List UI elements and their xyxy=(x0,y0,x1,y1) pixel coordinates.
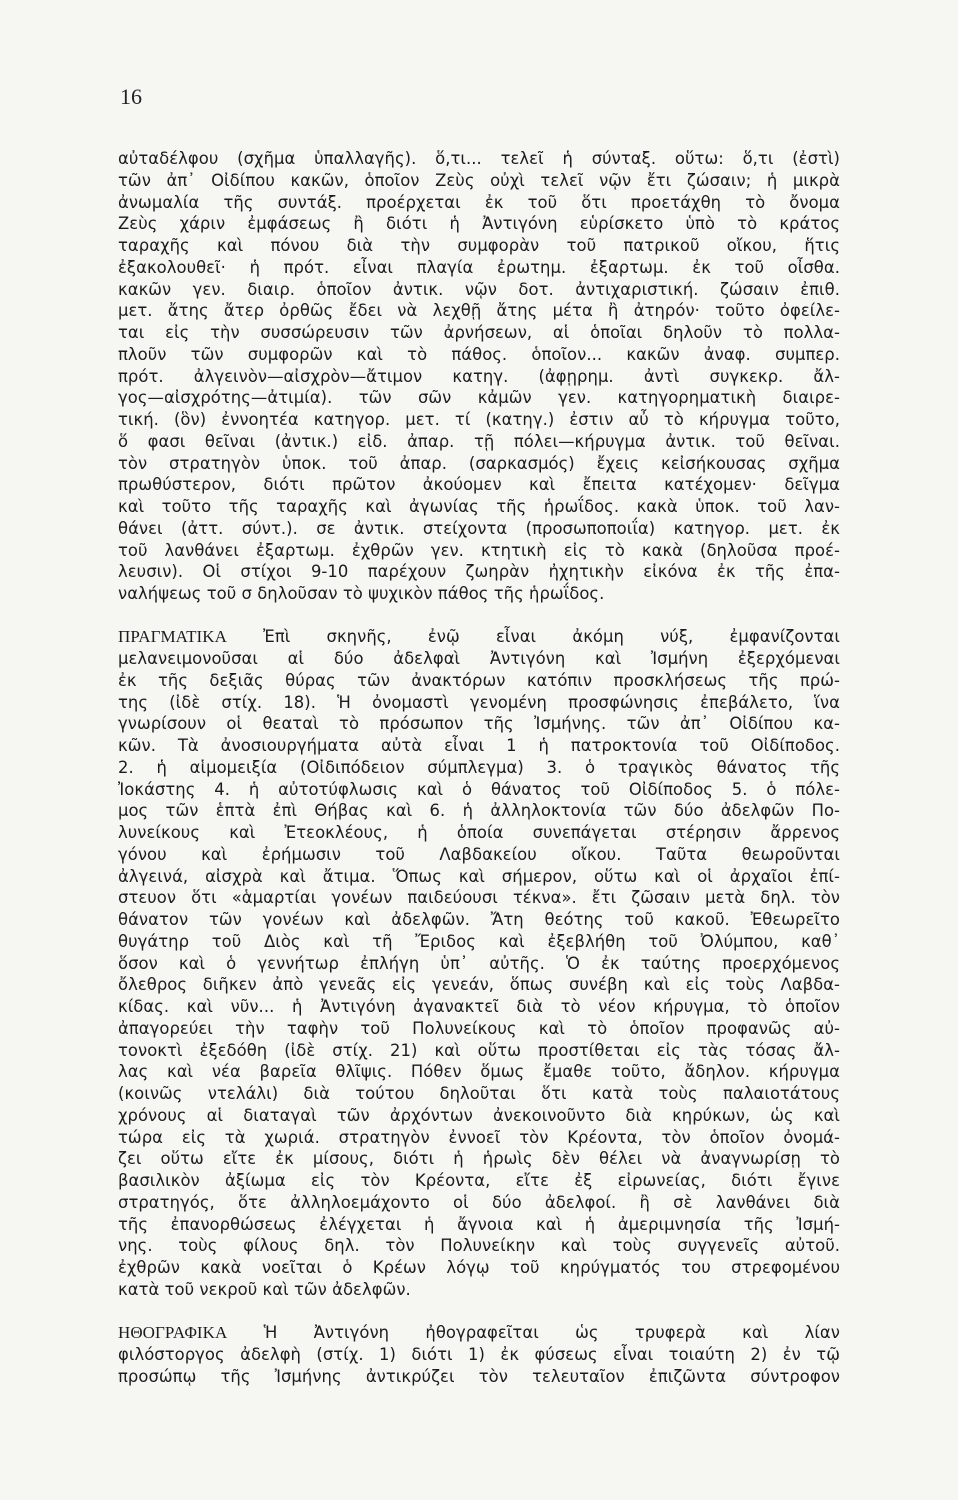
text-line: ἀλγεινά, αἰσχρὰ καὶ ἄτιμα. Ὅπως καὶ σήμερον, οὕτω καὶ οἱ ἀρχαῖοι ἐπί- xyxy=(118,866,840,886)
text-line: ἀπαγορεύει τὴν ταφὴν τοῦ Πολυνείκους καὶ τὸ ὁποῖον προφανῶς αὐ- xyxy=(118,1018,840,1038)
text-line: πρότ. ἀλγεινὸν—αἰσχρὸν—ἄτιμον κατηγ. (ἀφῃρημ. ἀντὶ συγκεκρ. ἄλ- xyxy=(118,366,840,386)
page-number: 16 xyxy=(120,84,142,109)
text-line: ἀνωμαλία τῆς συντάξ. προέρχεται ἐκ τοῦ ὅτι προετάχθη τὸ ὄνομα xyxy=(118,192,840,212)
text-line: ταραχῆς καὶ πόνου διὰ τὴν συμφορὰν τοῦ πατρικοῦ οἴκου, ἥτις xyxy=(118,236,840,255)
text-line: λευσιν). Οἱ στίχοι 9-10 παρέχουν ζωηρὰν ἠχητικὴν εἰκόνα ἐκ τῆς ἐπα- xyxy=(118,562,840,582)
text-line: στευον ὅτι «ἁμαρτίαι γονέων παιδεύουσι τέκνα». ἔτι ζῶσαιν μετὰ δηλ. τὸν xyxy=(118,888,840,908)
text-line: ὅσον καὶ ὁ γεννήτωρ ἐπλήγη ὑπ᾽ αὐτῆς. Ὁ ἐκ ταύτης προερχόμενος xyxy=(118,953,840,973)
text-line: τονοκτὶ ἐξεδόθη (ἰδὲ στίχ. 21) καὶ οὕτω προστίθεται εἰς τὰς τόσας ἄλ- xyxy=(118,1040,840,1060)
text-line: στρατηγός, ὅτε ἀλληλοεμάχοντο οἱ δύο ἀδελφοί. ἢ σὲ λανθάνει διὰ xyxy=(118,1192,840,1212)
section-ethografika xyxy=(118,1322,840,1387)
text-line: πλοῦν τῶν συμφορῶν καὶ τὸ πάθος. ὁποῖον... κακῶν ἀναφ. συμπερ. xyxy=(118,344,840,364)
text-line: νης. τοὺς φίλους δηλ. τὸν Πολυνείκην καὶ τοὺς συγγενεῖς αὐτοῦ. xyxy=(118,1236,840,1256)
section-first-line: Ἡ Ἀντιγόνη ἠθογραφεῖται ὡς τρυφερὰ καὶ λίαν xyxy=(263,1323,840,1342)
text-line: τῆς ἐπανορθώσεως ἐλέγχεται ἡ ἄγνοια καὶ ἡ ἀμεριμνησία τῆς Ἰσμή- xyxy=(118,1214,840,1234)
text-line: (κοινῶς ντελάλι) διὰ τούτου δηλοῦται ὅτι κατὰ τοὺς παλαιοτάτους xyxy=(118,1084,840,1103)
text-line: ὅ φασι θεῖναι (ἀντικ.) εἰδ. ἀπαρ. τῇ πόλει—κήρυγμα ἀντικ. τοῦ θεῖναι. xyxy=(118,431,840,451)
text-line: Ἰοκάστης 4. ἡ αὐτοτύφλωσις καὶ ὁ θάνατος τοῦ Οἰδίποδος 5. ὁ πόλε- xyxy=(118,779,840,799)
text-line: πρωθύστερον, διότι πρῶτον ἀκούομεν καὶ ἔπειτα κατέχομεν· δεῖγμα xyxy=(118,475,840,495)
text-line: 2. ἡ αἱμομειξία (Οἰδιπόδειον σύμπλεγμα) 3. ὁ τραγικὸς θάνατος τῆς xyxy=(118,757,840,777)
text-line: ται εἰς τὴν συσσώρευσιν τῶν ἀρνήσεων, αἱ ὁποῖαι δηλοῦν τὸ πολλα- xyxy=(118,323,840,342)
text-line: φιλόστοργος ἀδελφὴ (στίχ. 1) διότι 1) ἐκ φύσεως εἶναι τοιαύτη 2) ἐν τῷ xyxy=(118,1344,840,1364)
text-line: τώρα εἰς τὰ χωριά. στρατηγὸν ἐννοεῖ τὸν Κρέοντα, τὸν ὁποῖον ὀνομά- xyxy=(118,1127,840,1147)
text-line: ἐξακολουθεῖ· ἡ πρότ. εἶναι πλαγία ἐρωτημ. ἐξαρτωμ. ἐκ τοῦ οἶσθα. xyxy=(118,257,840,277)
text-line: κατὰ τοῦ νεκροῦ καὶ τῶν ἀδελφῶν. xyxy=(118,1279,411,1299)
text-line: θάνει (ἀττ. σύντ.). σε ἀντικ. στείχοντα (προσωποποιΐα) κατηγορ. μετ. ἐκ xyxy=(118,518,840,538)
text-line: μετ. ἄτης ἄτερ ὀρθῶς ἔδει νὰ λεχθῇ ἄτης μέτα ἢ ἀτηρόν· τοῦτο ὀφείλε- xyxy=(118,301,840,321)
paragraph-commentary xyxy=(118,148,840,605)
text-line: ὄλεθρος διῆκεν ἀπὸ γενεᾶς εἰς γενεάν, ὅπως συνέβη καὶ εἰς τοὺς Λαβδα- xyxy=(118,975,840,995)
text-line: προσώπῳ τῆς Ἰσμήνης ἀντικρύζει τὸν τελευταῖον ἐπιζῶντα σύντροφον xyxy=(118,1366,840,1386)
section-heading: ΠΡΑΓΜΑΤΙΚΑ xyxy=(118,627,227,647)
text-line: θυγάτηρ τοῦ Διὸς καὶ τῆ Ἔριδος καὶ ἐξεβλήθη τοῦ Ὀλύμπου, καθ᾽ xyxy=(118,931,840,951)
text-line xyxy=(118,1322,840,1344)
text-line: τῶν ἀπ᾽ Οἰδίπου κακῶν, ὁποῖον Ζεὺς οὐχὶ τελεῖ νῷν ἔτι ζώσαιν; ἡ μικρὰ xyxy=(118,170,840,190)
text-line: τὸν στρατηγὸν ὑποκ. τοῦ ἀπαρ. (σαρκασμός) ἔχεις κεἰσήκουσας σχῆμα xyxy=(118,453,840,473)
text-line: θάνατον τῶν γονέων καὶ ἀδελφῶν. Ἄτη θεότης τοῦ κακοῦ. Ἐθεωρεῖτο xyxy=(118,910,840,929)
text-line: της (ἰδὲ στίχ. 18). Ἡ ὀνομαστὶ γενομένη προσφώνησις ἐπεβάλετο, ἵνα xyxy=(118,692,840,712)
section-heading: ΗΘΟΓΡΑΦΙΚΑ xyxy=(118,1323,228,1342)
text-line: γος—αἰσχρότης—ἀτιμία). τῶν σῶν κἀμῶν γεν. κατηγορηματικὴ διαιρε- xyxy=(118,388,840,408)
text-line: χρόνους αἱ διαταγαὶ τῶν ἀρχόντων ἀνεκοινοῦντο διὰ κηρύκων, ὡς καὶ xyxy=(118,1105,840,1125)
text-line: μος τῶν ἑπτὰ ἐπὶ Θήβας καὶ 6. ἡ ἀλληλοκτονία τῶν δύο ἀδελφῶν Πο- xyxy=(118,801,840,821)
text-line: λας καὶ νέα βαρεῖα θλῖψις. Πόθεν ὅμως ἔμαθε τοῦτο, ἄδηλον. κήρυγμα xyxy=(118,1062,840,1082)
text-line: Ζεὺς χάριν ἐμφάσεως ἢ διότι ἡ Ἀντιγόνη εὑρίσκετο ὑπὸ τὸ κράτος xyxy=(118,214,840,234)
text-line: κακῶν γεν. διαιρ. ὁποῖον ἀντικ. νῷν δοτ. ἀντιχαριστική. ζώσαιν ἐπιθ. xyxy=(118,279,840,299)
section-pragmatika xyxy=(118,626,840,1300)
text-line: μελανειμονοῦσαι αἱ δύο ἀδελφαὶ Ἀντιγόνη καὶ Ἰσμήνη ἐξερχόμεναι xyxy=(118,649,840,668)
text-line xyxy=(118,626,840,648)
text-line: ναλήψεως τοῦ σ δηλοῦσαν τὸ ψυχικὸν πάθος τῆς ἡρωΐδος. xyxy=(118,584,605,603)
text-line: τική. (ὃν) ἐννοητέα κατηγορ. μετ. τί (κατηγ.) ἐστιν αὖ τὸ κήρυγμα τοῦτο, xyxy=(118,410,840,429)
text-line: βασιλικὸν ἀξίωμα εἰς τὸν Κρέοντα, εἴτε ἐξ εἰρωνείας, διότι ἔγινε xyxy=(118,1171,840,1190)
text-line: τοῦ λανθάνει ἐξαρτωμ. ἐχθρῶν γεν. κτητικὴ εἰς τὸ κακὰ (δηλοῦσα προέ- xyxy=(118,540,840,560)
text-line: ἐχθρῶν κακὰ νοεῖται ὁ Κρέων λόγῳ τοῦ κηρύγματός του στρεφομένου xyxy=(118,1258,840,1277)
text-column xyxy=(118,148,840,1387)
text-line: αὐταδέλφου (σχῆμα ὑπαλλαγῆς). ὅ,τι... τελεῖ ἡ σύνταξ. οὕτω: ὅ,τι (ἐστὶ) xyxy=(118,149,840,168)
text-line: ἐκ τῆς δεξιᾶς θύρας τῶν ἀνακτόρων κατόπιν προσκλήσεως τῆς πρώ- xyxy=(118,670,840,690)
text-line: λυνείκους καὶ Ἐτεοκλέους, ἡ ὁποία συνεπάγεται στέρησιν ἄρρενος xyxy=(118,823,840,842)
text-line: γνωρίσουν οἱ θεαταὶ τὸ πρόσωπον τῆς Ἰσμήνης. τῶν ἀπ᾽ Οἰδίπου κα- xyxy=(118,714,840,734)
text-line: γόνου καὶ ἐρήμωσιν τοῦ Λαβδακείου οἴκου. Ταῦτα θεωροῦνται xyxy=(118,844,840,864)
section-first-line: Ἐπὶ σκηνῆς, ἐνῷ εἶναι ἀκόμη νύξ, ἐμφανίζονται xyxy=(263,627,840,647)
text-line: κίδας. καὶ νῦν... ἡ Ἀντιγόνη ἀγανακτεῖ διὰ τὸ νέον κήρυγμα, τὸ ὁποῖον xyxy=(118,997,840,1016)
text-line: καὶ τοῦτο τῆς ταραχῆς καὶ ἀγωνίας τῆς ἡρωΐδος. κακὰ ὑποκ. τοῦ λαν- xyxy=(118,497,840,516)
text-line: κῶν. Τὰ ἀνοσιουργήματα αὐτὰ εἶναι 1 ἡ πατροκτονία τοῦ Οἰδίποδος. xyxy=(118,736,840,755)
text-line: ζει οὕτω εἴτε ἐκ μίσους, διότι ἡ ἡρωὶς δὲν θέλει νὰ ἀναγνωρίσῃ τὸ xyxy=(118,1149,840,1169)
